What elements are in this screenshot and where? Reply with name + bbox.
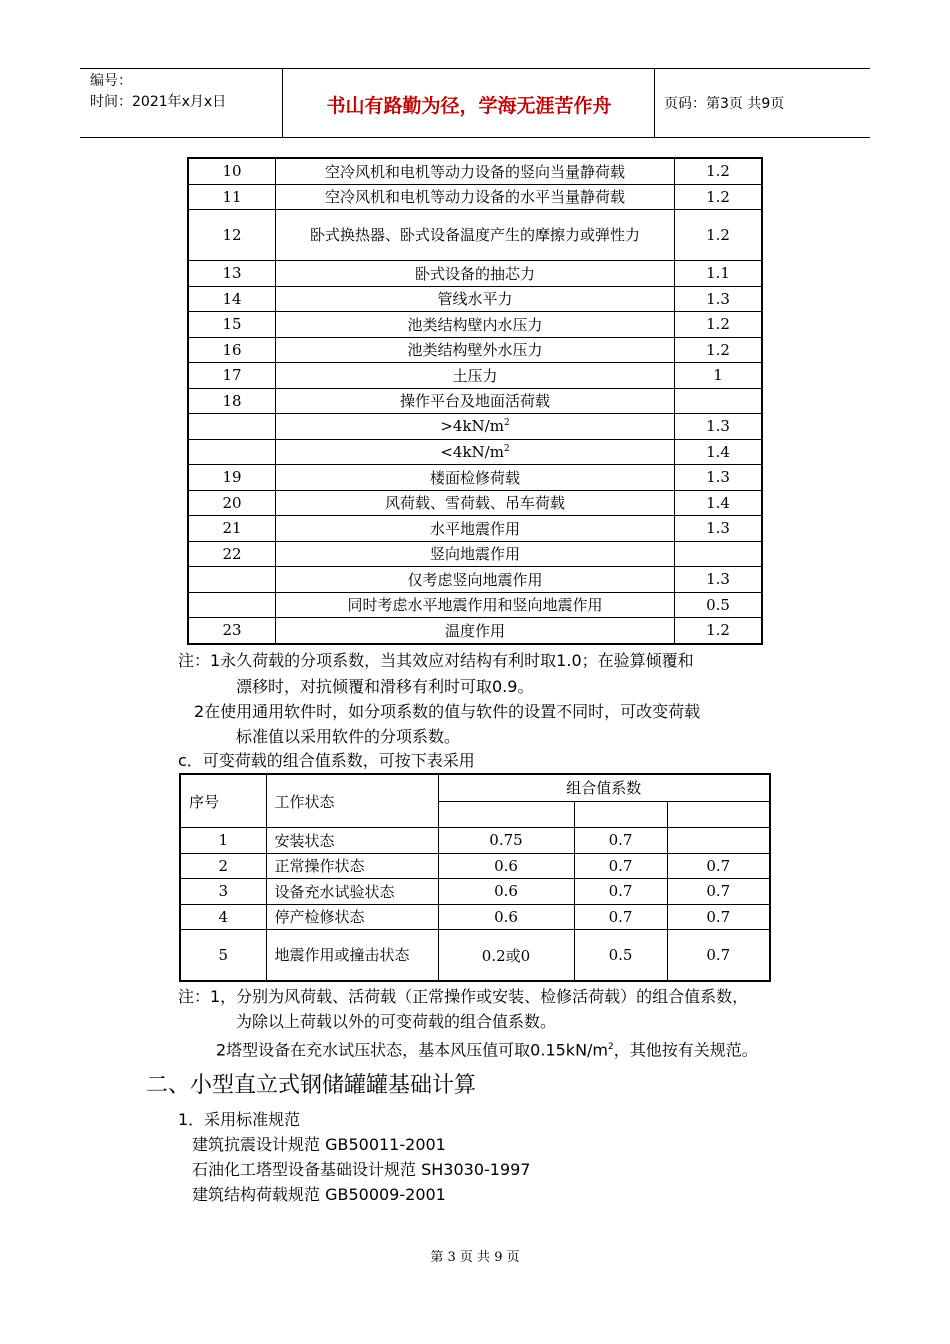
table-row	[188, 388, 762, 414]
table-row	[180, 853, 770, 879]
partial-factor: 1.3	[675, 286, 763, 312]
sub-header-cell	[574, 801, 667, 828]
coefficient-b: 0.5	[574, 930, 667, 982]
header-divider	[654, 69, 655, 137]
col-header-no: 序号	[180, 774, 266, 828]
load-item-text: 温度作用	[444, 621, 505, 640]
header-motto: 书山有路勤为径，学海无涯苦作舟	[326, 95, 612, 117]
combination-factor-table	[179, 773, 771, 982]
load-item	[276, 439, 675, 465]
section-c-heading: c．可变荷载的组合值系数，可按下表采用	[178, 751, 475, 770]
section-title: 二、小型直立式钢储罐罐基础计算	[146, 1073, 477, 1098]
superscript: 2	[503, 418, 510, 429]
row-number: 20	[188, 490, 276, 516]
load-item	[276, 618, 675, 644]
load-item	[276, 490, 675, 516]
load-item	[276, 210, 675, 261]
note2-line3-text: 2塔型设备在充水试压状态，基本风压值可取0.15kN/m	[216, 1040, 609, 1060]
table-row	[180, 904, 770, 930]
row-number: 5	[180, 930, 266, 982]
load-item	[276, 363, 675, 389]
table-row	[188, 363, 762, 389]
col-header-coefficient: 组合值系数	[438, 774, 770, 801]
load-item	[276, 184, 675, 210]
row-number: 23	[188, 618, 276, 644]
load-item	[276, 541, 675, 567]
row-number: 11	[188, 184, 276, 210]
row-number: 1	[180, 828, 266, 854]
load-item-text: 竖向地震作用	[429, 545, 520, 564]
row-number: 17	[188, 363, 276, 389]
partial-factor: 1.2	[675, 158, 763, 184]
coefficient-b: 0.7	[574, 879, 667, 905]
superscript: 2	[503, 443, 510, 454]
table-row	[188, 158, 762, 184]
load-item	[276, 388, 675, 414]
load-item-text: 水平地震作用	[429, 519, 520, 538]
coefficient-c: 0.7	[667, 853, 770, 879]
document-number: 编号：	[90, 73, 132, 89]
load-item-text: 卧式换热器、卧式设备温度产生的摩擦力或弹性力	[309, 226, 640, 244]
load-factor-table	[187, 157, 763, 645]
row-number: 12	[188, 210, 276, 261]
table-row	[188, 567, 762, 593]
partial-factor: 1	[675, 363, 763, 389]
page-footer: 第 3 页 共 9 页	[430, 1250, 520, 1265]
row-number: 22	[188, 541, 276, 567]
header-page-number: 页码：第3页 共9页	[664, 96, 785, 112]
load-item-text: 仅考虑竖向地震作用	[407, 570, 543, 589]
standard-item: 建筑结构荷载规范 GB50009-2001	[192, 1185, 446, 1204]
table-row	[180, 828, 770, 854]
table-row	[180, 879, 770, 905]
load-item-text: 风荷载、雪荷载、吊车荷载	[384, 494, 565, 513]
header-meta	[90, 71, 226, 113]
work-state: 安装状态	[266, 828, 438, 854]
coefficient-b: 0.7	[574, 904, 667, 930]
row-number: 15	[188, 312, 276, 338]
row-number	[188, 439, 276, 465]
load-item-text: 池类结构壁内水压力	[407, 315, 543, 334]
note2-line3-tail: ，其他按有关规范。	[613, 1040, 758, 1060]
coefficient-b: 0.7	[574, 828, 667, 854]
table-row	[188, 210, 762, 261]
sub-header-cell	[667, 801, 770, 828]
table-row	[188, 414, 762, 440]
row-number: 3	[180, 879, 266, 905]
partial-factor	[675, 541, 763, 567]
row-number: 2	[180, 853, 266, 879]
load-item	[276, 261, 675, 287]
load-item-text: 池类结构壁外水压力	[407, 341, 543, 360]
section-subheading: 1．采用标准规范	[178, 1110, 301, 1129]
table-row	[188, 261, 762, 287]
partial-factor: 0.5	[675, 592, 763, 618]
row-number: 4	[180, 904, 266, 930]
work-state: 正常操作状态	[266, 853, 438, 879]
load-item-text: >4kN/m	[440, 417, 504, 436]
load-item	[276, 567, 675, 593]
partial-factor: 1.1	[675, 261, 763, 287]
page-header	[80, 68, 870, 138]
row-number	[188, 592, 276, 618]
load-item	[276, 337, 675, 363]
note2-line2: 为除以上荷载以外的可变荷载的组合值系数。	[236, 1012, 557, 1031]
row-number: 16	[188, 337, 276, 363]
partial-factor: 1.3	[675, 465, 763, 491]
note-2-line1: 2在使用通用软件时，如分项系数的值与软件的设置不同时，可改变荷载	[194, 702, 701, 721]
note2-line3	[216, 1034, 758, 1063]
table-row	[188, 439, 762, 465]
load-item	[276, 465, 675, 491]
table-row	[188, 312, 762, 338]
coefficient-a: 0.6	[438, 853, 574, 879]
table-row	[188, 516, 762, 542]
coefficient-a: 0.2或0	[438, 930, 574, 982]
partial-factor: 1.2	[675, 210, 763, 261]
load-item-text: 同时考虑水平地震作用和竖向地震作用	[347, 596, 603, 615]
load-item	[276, 516, 675, 542]
coefficient-c	[667, 828, 770, 854]
load-item	[276, 592, 675, 618]
partial-factor: 1.2	[675, 312, 763, 338]
superscript: 2	[608, 1042, 614, 1052]
row-number: 21	[188, 516, 276, 542]
table-row	[188, 618, 762, 644]
note-2-line2: 标准值以采用软件的分项系数。	[236, 727, 461, 746]
table-row	[180, 930, 770, 982]
table-row	[188, 541, 762, 567]
partial-factor: 1.3	[675, 567, 763, 593]
standard-item: 石油化工塔型设备基础设计规范 SH3030-1997	[192, 1160, 531, 1179]
load-item-text: 管线水平力	[437, 290, 513, 309]
table-row	[188, 337, 762, 363]
coefficient-a: 0.6	[438, 904, 574, 930]
coefficient-c: 0.7	[667, 879, 770, 905]
partial-factor	[675, 388, 763, 414]
load-item	[276, 312, 675, 338]
load-item-text: 卧式设备的抽芯力	[414, 264, 535, 283]
work-state: 停产检修状态	[266, 904, 438, 930]
load-item	[276, 414, 675, 440]
coefficient-a: 0.75	[438, 828, 574, 854]
work-state: 设备充水试验状态	[266, 879, 438, 905]
table-row	[188, 465, 762, 491]
note2-line1: 注：1，分别为风荷载、活荷载（正常操作或安装、检修活荷载）的组合值系数，	[178, 987, 749, 1006]
load-item-text: 操作平台及地面活荷载	[399, 392, 550, 411]
row-number: 18	[188, 388, 276, 414]
work-state: 地震作用或撞击状态	[266, 930, 438, 982]
coefficient-c: 0.7	[667, 904, 770, 930]
partial-factor: 1.2	[675, 337, 763, 363]
row-number: 10	[188, 158, 276, 184]
coefficient-a: 0.6	[438, 879, 574, 905]
partial-factor: 1.2	[675, 618, 763, 644]
sub-header-cell	[438, 801, 574, 828]
table-row	[188, 490, 762, 516]
row-number: 19	[188, 465, 276, 491]
coefficient-b: 0.7	[574, 853, 667, 879]
standard-item: 建筑抗震设计规范 GB50011-2001	[192, 1135, 446, 1154]
load-item-text: 土压力	[452, 366, 498, 385]
load-item-text: <4kN/m	[440, 442, 504, 461]
row-number: 14	[188, 286, 276, 312]
partial-factor: 1.2	[675, 184, 763, 210]
load-item	[276, 158, 675, 184]
row-number	[188, 414, 276, 440]
header-divider	[282, 69, 283, 137]
load-item-text: 空冷风机和电机等动力设备的水平当量静荷载	[324, 188, 625, 207]
row-number: 13	[188, 261, 276, 287]
load-item	[276, 286, 675, 312]
table-row	[188, 184, 762, 210]
partial-factor: 1.4	[675, 439, 763, 465]
partial-factor: 1.3	[675, 414, 763, 440]
partial-factor: 1.3	[675, 516, 763, 542]
row-number	[188, 567, 276, 593]
col-header-state: 工作状态	[266, 774, 438, 828]
partial-factor: 1.4	[675, 490, 763, 516]
load-item-text: 空冷风机和电机等动力设备的竖向当量静荷载	[324, 162, 625, 181]
note-1-line1: 注：1永久荷载的分项系数，当其效应对结构有利时取1.0；在验算倾覆和	[178, 651, 694, 670]
load-item-text: 楼面检修荷载	[429, 468, 520, 487]
document-time: 时间：2021年x月x日	[90, 94, 227, 110]
table-row	[188, 592, 762, 618]
note-1-line2: 漂移时，对抗倾覆和滑移有利时可取0.9。	[236, 677, 534, 696]
table-row	[188, 286, 762, 312]
coefficient-c: 0.7	[667, 930, 770, 982]
